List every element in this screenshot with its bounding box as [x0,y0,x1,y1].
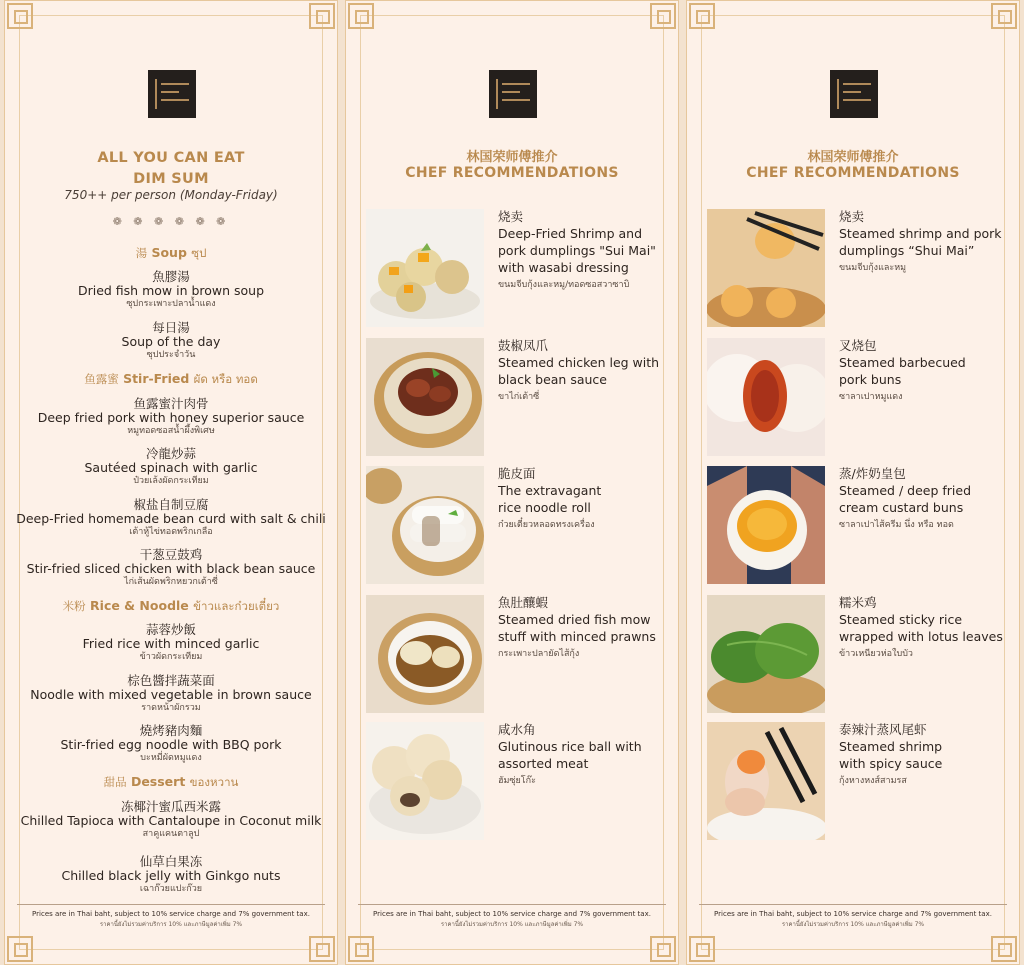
section-stir-fried: 鱼露蜜 Stir-Fried ผัด หรือ ทอด [84,371,258,386]
menu-item: 干葱豆鼓鸡 Stir-fried sliced chicken with black bean sauce ไก่เส้นผัดพริกหยวกเต้าซี่ [26,547,316,587]
ornament-divider: ❁ ❁ ❁ ❁ ❁ ❁ [112,215,230,228]
restaurant-logo [830,70,878,118]
dish-photo [366,338,484,456]
dim-sum-panel [4,0,338,965]
dish-row [366,722,670,840]
corner-ornament [348,936,374,962]
restaurant-logo [148,70,196,118]
menu-item: 鱼露蜜汁肉骨 Deep fried pork with honey superior sauce หมูทอดซอสน้ำผึ้งพิเศษ [37,396,305,436]
menu-item: 蒜蓉炒飯 Fried rice with minced garlic ข้าวผัดกระเทียม [82,622,260,662]
section-soup: 湯 Soup ซุป [135,245,207,260]
chef-recommendations-panel-2 [686,0,1020,965]
corner-ornament [689,3,715,29]
dish-row [707,722,1011,840]
dish-photo [707,209,825,327]
dish-description: 蒸/炸奶皇包 Steamed / deep fried cream custard buns ซาลาเปาไส้ครีม นึ่ง หรือ ทอด [839,466,972,530]
dish-photo [707,595,825,713]
corner-ornament [309,936,335,962]
restaurant-logo [489,70,537,118]
price-footnote: Prices are in Thai baht, subject to 10% service charge and 7% government tax. ราคานี้ยังไม่รวมค่าบริการ 10% และภาษีมูลค่าเพิ่ม 7% [358,904,666,930]
corner-ornament [991,936,1017,962]
menu-item: 棕色醬拌蔬菜面 Noodle with mixed vegetable in brown sauce ราดหน้าผักรวม [30,673,312,713]
dish-description: 烧卖 Deep-Fried Shrimp and pork dumplings "Sui Mai" with wasabi dressing ขนมจีบกุ้งและหมู/ทอดซอสวาซาบิ [498,209,656,290]
menu-item: 冻椰汁蜜瓜西米露 Chilled Tapioca with Cantaloupe in Coconut milk สาคูแคนตาลูป [20,799,322,839]
corner-ornament [689,936,715,962]
dish-photo [366,595,484,713]
heading-chinese: 林国荣师傅推介 [807,150,899,165]
dish-description: 魚肚釀蝦 Steamed dried fish mow stuff with minced prawns กระเพาะปลายัดไส้กุ้ง [498,595,656,659]
section-rice-noodle: 米粉 Rice & Noodle ข้าวและก๋วยเตี๋ยว [62,598,280,613]
menu-item: 冷龍炒蒜 Sautéed spinach with garlic ป๋วยเล้งผัดกระเทียม [84,446,258,486]
page-title [5,148,337,190]
heading-english: CHEF RECOMMENDATIONS [405,165,619,181]
dish-description: 叉烧包 Steamed barbecued pork buns ซาลาเปาหมูแดง [839,338,966,402]
dish-description: 泰辣汁蒸风尾虾 Steamed shrimp with spicy sauce กุ้งหางหงส์สามรส [839,722,943,786]
menu-item: 椒盐自制豆腐 Deep-Fried homemade bean curd with salt & chili เต้าหู้ไข่ทอดพริกเกลือ [16,497,326,537]
price-subtitle: 750++ per person (Monday-Friday) [64,188,278,202]
dish-row [366,338,670,456]
menu-item: 燒烤豬肉麵 Stir-fried egg noodle with BBQ pork บะหมี่ผัดหมูแดง [60,723,282,763]
section-dessert: 甜品 Dessert ของหวาน [103,774,239,789]
menu-item: 每日湯 Soup of the day ซุปประจำวัน [121,320,221,360]
dish-row [366,466,670,584]
menu-item: 仙草白果冻 Chilled black jelly with Ginkgo nuts เฉาก๊วยแปะก๊วย [61,854,281,894]
heading-english: CHEF RECOMMENDATIONS [746,165,960,181]
heading-chinese: 林国荣师傅推介 [466,150,558,165]
corner-ornament [348,3,374,29]
corner-ornament [991,3,1017,29]
price-footnote: Prices are in Thai baht, subject to 10% service charge and 7% government tax. ราคานี้ยังไม่รวมค่าบริการ 10% และภาษีมูลค่าเพิ่ม 7% [17,904,325,930]
dish-row [707,209,1011,327]
dish-row [707,466,1011,584]
dish-row [366,595,670,713]
dish-photo [707,722,825,840]
title-line-2: DIM SUM [133,171,209,187]
dish-row [707,338,1011,456]
corner-ornament [7,3,33,29]
corner-ornament [650,3,676,29]
dish-row [707,595,1011,713]
dish-photo [366,722,484,840]
corner-ornament [309,3,335,29]
dish-description: 脆皮面 The extravagant rice noodle roll ก๋วยเตี๋ยวหลอดทรงเครื่อง [498,466,602,530]
dish-photo [707,338,825,456]
corner-ornament [650,936,676,962]
dish-description: 糯米鸡 Steamed sticky rice wrapped with lotus leaves ข้าวเหนียวห่อใบบัว [839,595,1003,659]
price-footnote: Prices are in Thai baht, subject to 10% service charge and 7% government tax. ราคานี้ยังไม่รวมค่าบริการ 10% และภาษีมูลค่าเพิ่ม 7% [699,904,1007,930]
menu-item: 魚膠湯 Dried fish mow in brown soup ซุปกระเพาะปลาน้ำแดง [77,269,265,309]
dish-description: 鼓椒凤爪 Steamed chicken leg with black bean sauce ขาไก่เต้าซี่ [498,338,660,402]
dish-description: 咸水角 Glutinous rice ball with assorted meat ฮัมซุ่ยโก๊ะ [498,722,642,786]
dish-photo [366,466,484,584]
dish-description: 烧卖 Steamed shrimp and pork dumplings “Shui Mai” ขนมจีบกุ้งและหมู [839,209,1002,273]
dish-photo [707,466,825,584]
title-line-1: ALL YOU CAN EAT [97,150,245,166]
corner-ornament [7,936,33,962]
chef-recommendations-panel-1 [345,0,679,965]
dish-row [366,209,670,327]
dish-photo [366,209,484,327]
